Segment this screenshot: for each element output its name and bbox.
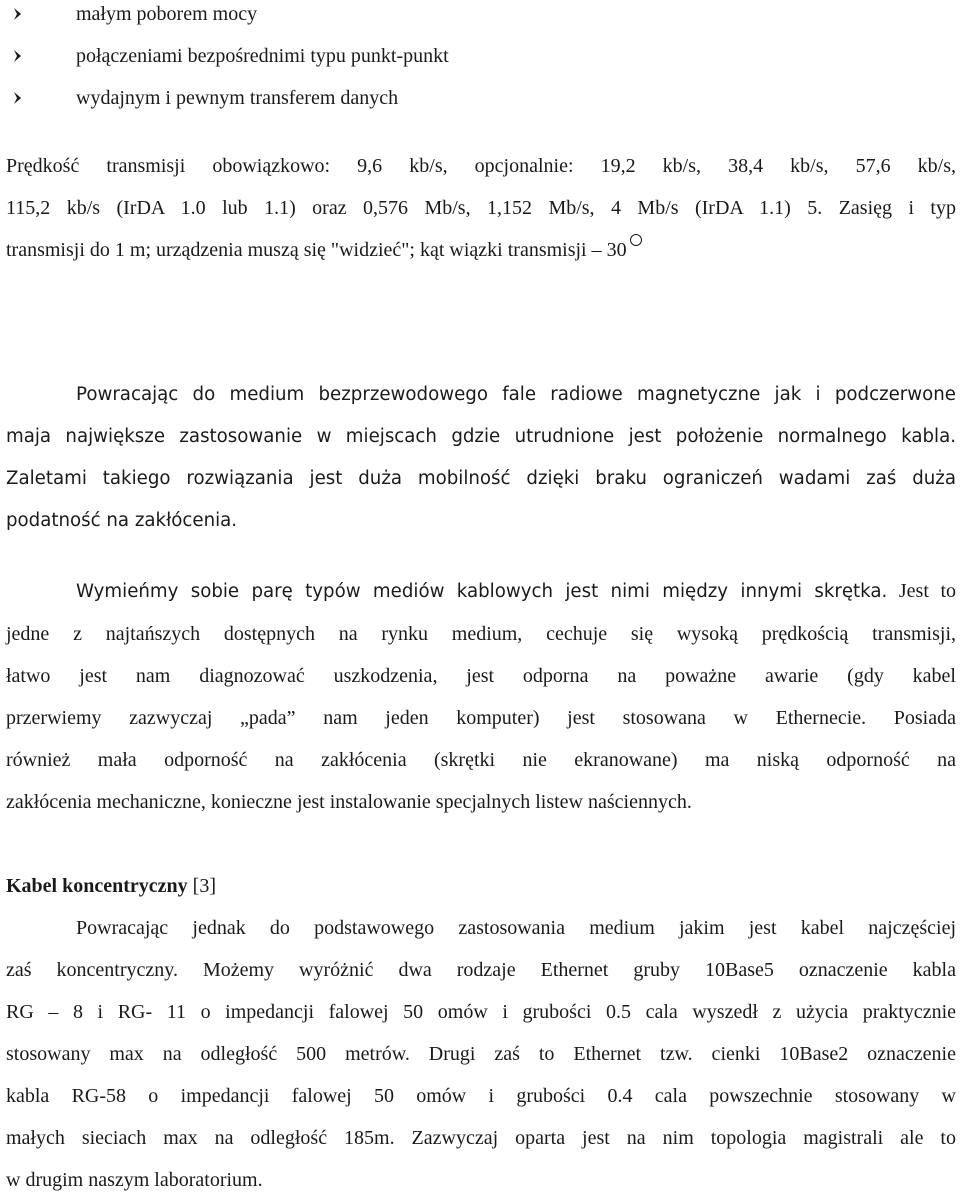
- paragraph-line: 115,2 kb/s (IrDA 1.0 lub 1.1) oraz 0,576 Mb/s, 1,152 Mb/s, 4 Mb/s (IrDA 1.1) 5. Zasięg i typ: [6, 197, 956, 219]
- paragraph-line: małych sieciach max na odległość 185m. Zazwyczaj oparta jest na nim topologia magistrali ale to: [6, 1127, 956, 1149]
- paragraph-line: łatwo jest nam diagnozować uszkodzenia, jest odporna na poważne awarie (gdy kabel: [6, 665, 956, 687]
- paragraph-line-text: transmisji do 1 m; urządzenia muszą się "widzieć"; kąt wiązki transmisji – 30: [6, 239, 627, 261]
- section-heading: [6, 868, 216, 904]
- paragraph-line: stosowany max na odległość 500 metrów. Drugi zaś to Ethernet tzw. cienki 10Base2 oznaczenie: [6, 1043, 956, 1065]
- degree-symbol: [630, 234, 642, 246]
- paragraph-line: zaś koncentryczny. Możemy wyróżnić dwa rodzaje Ethernet gruby 10Base5 oznaczenie kabla: [6, 959, 956, 981]
- bullet-text: połączeniami bezpośrednimi typu punkt-punkt: [76, 45, 449, 67]
- arrow-bullet-icon: [12, 49, 26, 63]
- paragraph-line: Prędkość transmisji obowiązkowo: 9,6 kb/s, opcjonalnie: 19,2 kb/s, 38,4 kb/s, 57,6 kb/s,: [6, 155, 956, 177]
- paragraph-line: Powracając do medium bezprzewodowego fale radiowe magnetyczne jak i podczerwone: [76, 384, 956, 405]
- paragraph-line: RG – 8 i RG- 11 o impedancji falowej 50 omów i grubości 0.5 cala wyszedł z użycia praktycznie: [6, 1001, 956, 1023]
- wireless-paragraph: [6, 374, 956, 542]
- section-heading-reference: [3]: [187, 875, 216, 897]
- arrow-bullet-icon: [12, 7, 26, 21]
- bullet-text: wydajnym i pewnym transferem danych: [76, 87, 399, 109]
- bullet-item: [12, 42, 952, 84]
- paragraph-line-serif-text: Jest to: [887, 580, 956, 602]
- paragraph-line: [6, 570, 956, 613]
- paragraph-line: również mała odporność na zakłócenia (skrętki nie ekranowane) ma niską odporność na: [6, 749, 956, 771]
- paragraph-line: jedne z najtańszych dostępnych na rynku medium, cechuje się wysoką prędkością transmisji,: [6, 623, 956, 645]
- coax-paragraph: [6, 907, 956, 1201]
- paragraph-line: zakłócenia mechaniczne, konieczne jest instalowanie specjalnych listew naściennych.: [6, 791, 692, 813]
- feature-bullet-list: [12, 0, 952, 126]
- irda-paragraph: [6, 145, 956, 271]
- paragraph-line: podatność na zakłócenia.: [6, 510, 238, 531]
- cable-types-paragraph: [6, 570, 956, 823]
- paragraph-line: Zaletami takiego rozwiązania jest duża mobilność dzięki braku ograniczeń wadami zaś duża: [6, 468, 956, 489]
- bullet-item: [12, 84, 952, 126]
- bullet-text: małym poborem mocy: [76, 3, 258, 25]
- paragraph-line: kabla RG-58 o impedancji falowej 50 omów i grubości 0.4 cala powszechnie stosowany w: [6, 1085, 956, 1107]
- section-heading-title: Kabel koncentryczny: [6, 875, 188, 897]
- paragraph-line: [6, 229, 956, 271]
- paragraph-line: maja największe zastosowanie w miejscach gdzie utrudnione jest położenie normalnego kabla.: [6, 426, 956, 447]
- paragraph-line: w drugim naszym laboratorium.: [6, 1169, 263, 1191]
- paragraph-line: Powracając jednak do podstawowego zastosowania medium jakim jest kabel najczęściej: [76, 917, 956, 939]
- arrow-bullet-icon: [12, 91, 26, 105]
- paragraph-line: przerwiemy zazwyczaj „pada” nam jeden komputer) jest stosowana w Ethernecie. Posiada: [6, 707, 956, 729]
- paragraph-line-sans-text: Wymieńmy sobie parę typów mediów kablowych jest nimi między innymi skrętka.: [76, 581, 888, 602]
- bullet-item: [12, 0, 952, 42]
